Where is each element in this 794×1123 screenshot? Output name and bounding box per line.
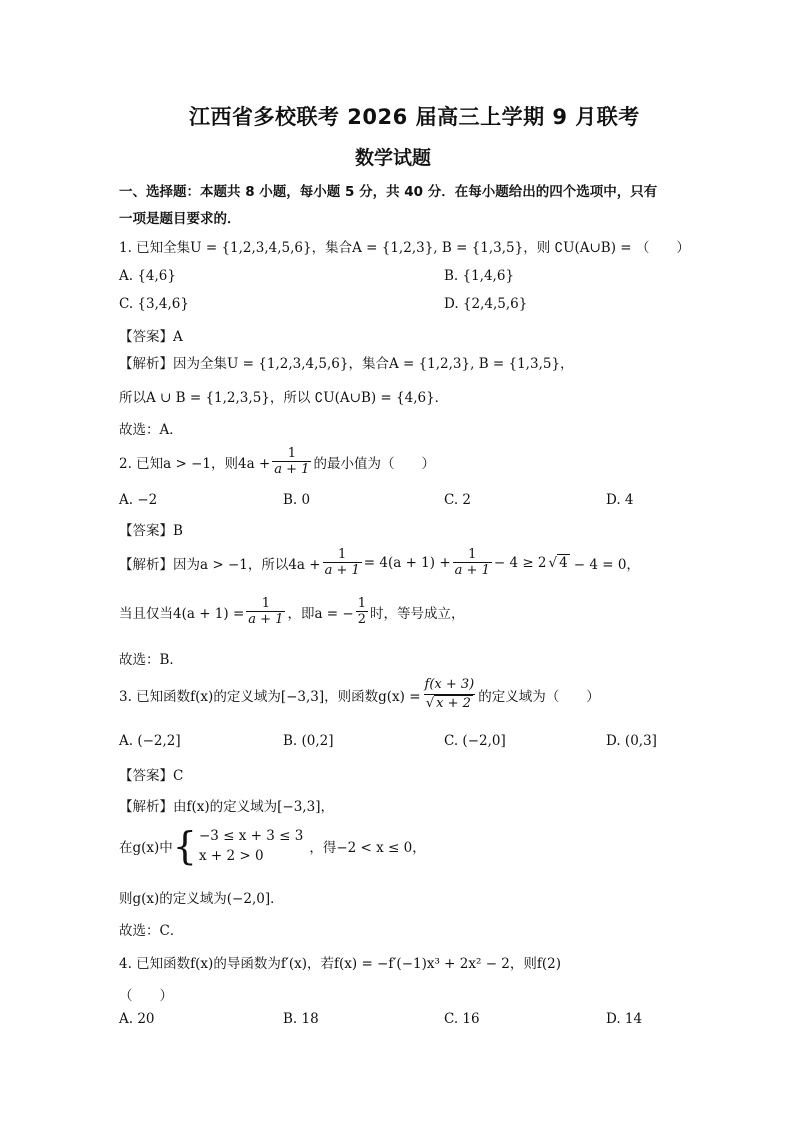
q4-option-d: D. 14 — [606, 1011, 643, 1027]
q2-analysis-tail-a: − 4 ≥ 2 — [493, 554, 547, 571]
q2-equality-mid: ，即a = − — [287, 605, 354, 622]
q3-stem — [119, 676, 600, 713]
q4-stem: 4. 已知函数f(x)的导函数为f′(x)，若f(x) = −f′(−1)x³ + 2x² − 2，则f(2) — [119, 956, 562, 972]
q4-option-c: C. 16 — [444, 1011, 480, 1027]
q2-equality-end: 时，等号成立， — [370, 605, 465, 622]
q2-answer: 【答案】B — [119, 523, 183, 539]
q1-option-b: B. {1,4,6} — [444, 268, 515, 284]
q2-equality-line — [119, 596, 465, 627]
q2-equality-fraction-2-den: 2 — [357, 612, 366, 627]
q1-stem: 1. 已知全集U = {1,2,3,4,5,6}，集合A = {1,2,3}, B = {1,3,5}，则 ∁U(A∪B) = （ ） — [119, 240, 690, 256]
q2-analysis-fraction-2 — [453, 547, 492, 578]
q3-analysis-line3: 则g(x)的定义域为(−2,0]． — [119, 891, 284, 907]
q3-stem-start: 3. 已知函数f(x)的定义域为[−3,3]，则函数g(x) = — [119, 688, 421, 705]
q2-equality-start: 当且仅当4(a + 1) = — [119, 605, 245, 622]
section-instructions-line1: 一、选择题：本题共 8 小题，每小题 5 分，共 40 分．在每小题给出的四个选项中，只有 — [119, 184, 658, 200]
q2-stem-fraction-den: a + 1 — [274, 462, 310, 477]
q2-analysis-middle: = 4(a + 1) + — [363, 554, 451, 571]
exam-subtitle: 数学试题 — [355, 147, 432, 169]
q2-stem — [119, 446, 435, 477]
q2-option-c: C. 2 — [444, 492, 472, 508]
q2-analysis-sqrt: 4 — [559, 555, 568, 571]
q3-option-d: D. (0,3] — [606, 733, 657, 749]
q2-option-a: A. −2 — [119, 492, 158, 508]
sqrt-icon: √ — [548, 554, 558, 571]
q3-stem-fraction-den-sqrt: x + 2 — [436, 696, 471, 711]
q2-equality-fraction — [246, 596, 285, 627]
q3-stem-end: 的定义域为（ ） — [478, 688, 600, 705]
q3-stem-fraction-num: f(x + 3) — [424, 677, 475, 692]
q2-stem-end: 的最小值为（ ） — [313, 455, 435, 472]
q3-system-pre: 在g(x)中 — [119, 840, 173, 856]
q3-choose: 故选：C． — [119, 923, 184, 939]
brace-icon: { — [172, 824, 197, 868]
q3-option-c: C. (−2,0] — [444, 733, 506, 749]
q3-analysis-line1: 【解析】由f(x)的定义域为[−3,3]， — [119, 799, 334, 815]
section-instructions-line2: 一项是题目要求的． — [119, 211, 241, 227]
exam-title: 江西省多校联考 2026 届高三上学期 9 月联考 — [189, 105, 640, 129]
q3-stem-fraction — [423, 676, 477, 713]
q2-analysis-fraction-2-num: 1 — [468, 547, 477, 562]
q3-stem-fraction-den — [424, 694, 475, 713]
sqrt-icon: √ — [425, 696, 435, 711]
q3-system-line1: −3 ≤ x + 3 ≤ 3 — [198, 828, 304, 844]
q2-analysis-tail-b: − 4 = 0， — [573, 556, 640, 573]
q2-equality-fraction-num: 1 — [261, 596, 270, 611]
q2-analysis-line1 — [119, 547, 640, 578]
q2-analysis-start: 【解析】因为a > −1，所以4a + — [119, 556, 321, 573]
q1-analysis-line2: 所以A ∪ B = {1,2,3,5}，所以 ∁U(A∪B) = {4,6}． — [119, 390, 449, 406]
q4-paren: （ ） — [119, 988, 173, 1004]
q1-answer: 【答案】A — [119, 329, 183, 345]
q2-equality-fraction-den: a + 1 — [248, 612, 284, 627]
q2-analysis-fraction-1 — [323, 547, 362, 578]
q1-choose: 故选：A． — [119, 422, 183, 438]
q1-option-c: C. {3,4,6} — [119, 296, 189, 312]
q2-stem-fraction — [272, 446, 311, 477]
q3-system — [173, 826, 304, 866]
q2-stem-fraction-num: 1 — [287, 446, 296, 461]
q3-option-a: A. (−2,2] — [119, 733, 181, 749]
q3-system-line2: x + 2 > 0 — [198, 848, 264, 864]
q1-analysis-line1: 【解析】因为全集U = {1,2,3,4,5,6}，集合A = {1,2,3}, B = {1,3,5}， — [119, 356, 574, 372]
q3-option-b: B. (0,2] — [283, 733, 334, 749]
q3-system-post: ，得−2 < x ≤ 0， — [309, 840, 426, 856]
q1-option-d: D. {2,4,5,6} — [444, 296, 528, 312]
q1-option-a: A. {4,6} — [119, 268, 176, 284]
q2-stem-start: 2. 已知a > −1，则4a + — [119, 455, 271, 472]
q3-answer: 【答案】C — [119, 768, 184, 784]
q3-system-line — [119, 826, 426, 866]
q4-option-b: B. 18 — [283, 1011, 319, 1027]
q2-analysis-fraction-2-den: a + 1 — [454, 563, 490, 578]
q2-option-b: B. 0 — [283, 492, 311, 508]
q2-analysis-fraction-1-den: a + 1 — [324, 563, 360, 578]
q2-equality-fraction-2 — [356, 596, 368, 627]
q4-option-a: A. 20 — [119, 1011, 155, 1027]
q2-equality-fraction-2-num: 1 — [357, 596, 366, 611]
q2-choose: 故选：B． — [119, 652, 183, 668]
q2-option-d: D. 4 — [606, 492, 634, 508]
q2-analysis-fraction-1-num: 1 — [338, 547, 347, 562]
